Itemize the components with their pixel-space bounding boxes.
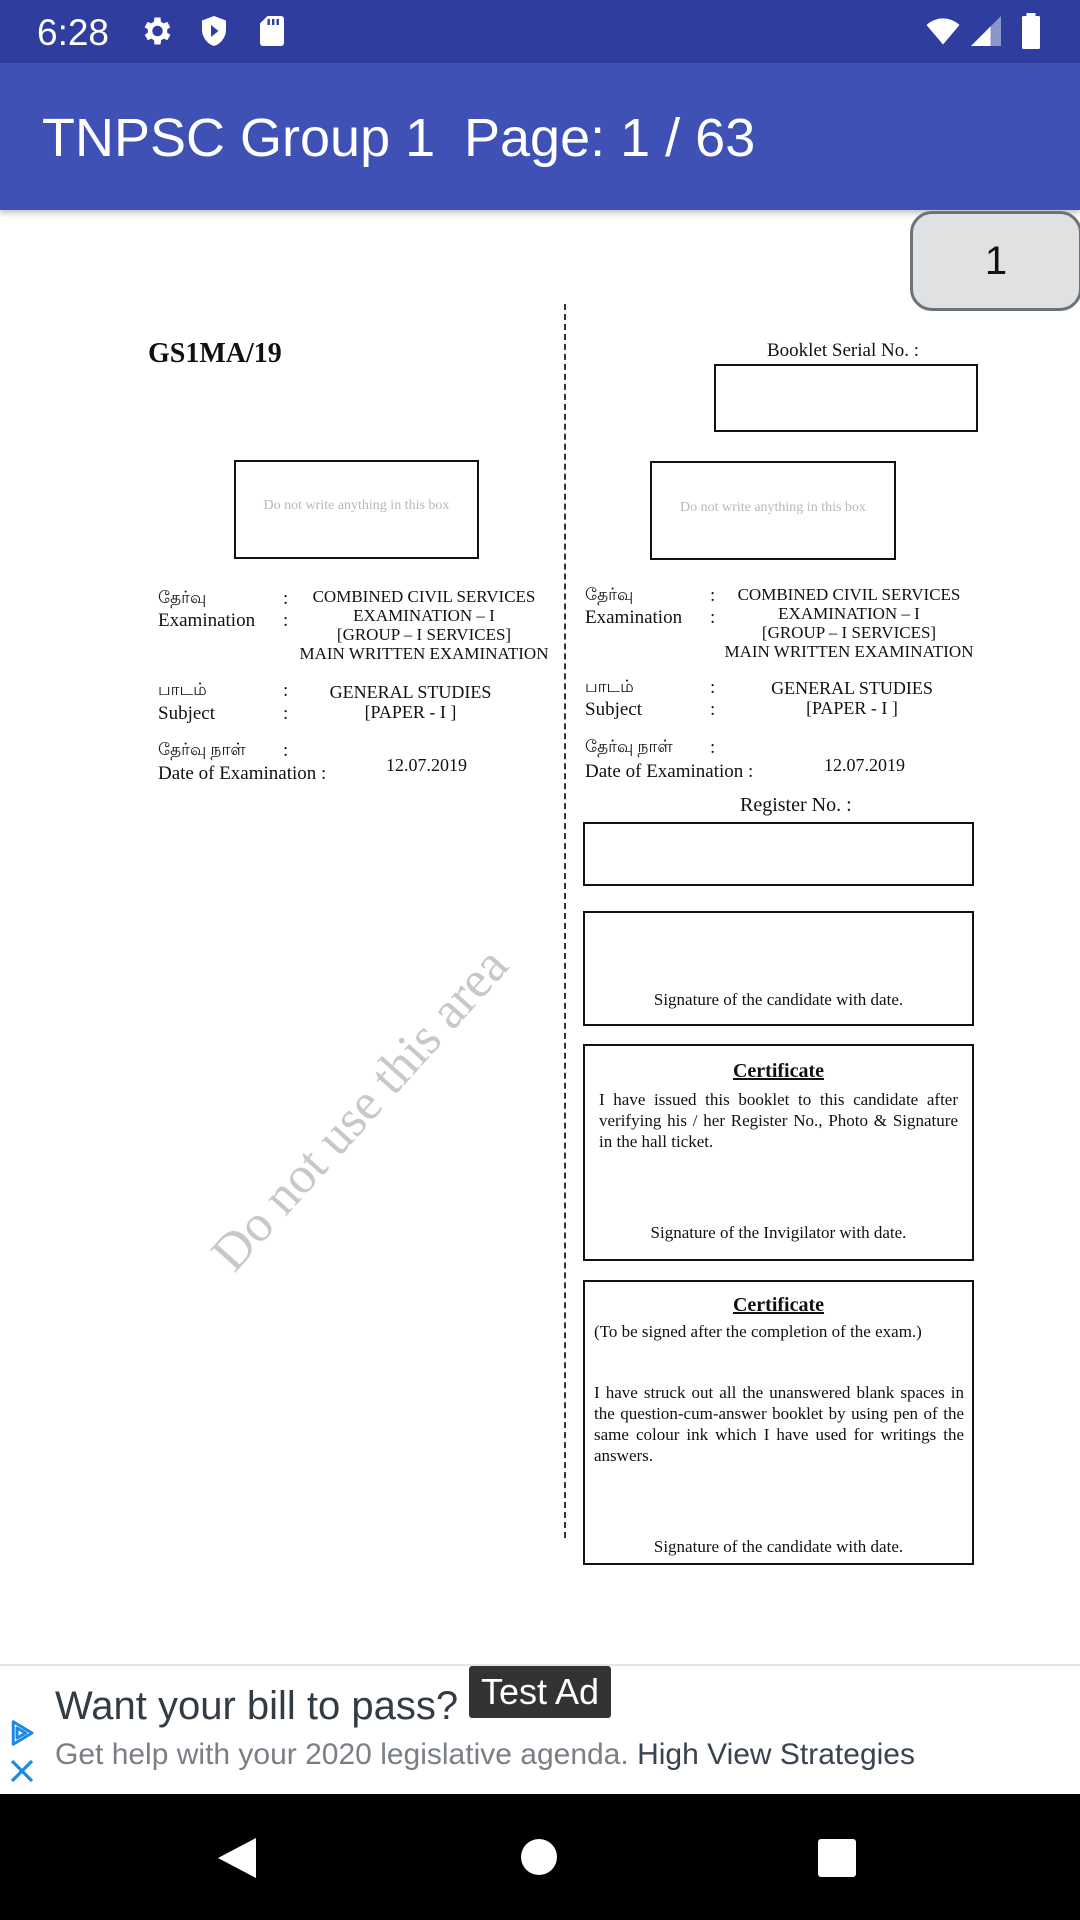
watermark: Do not use this area [200,936,520,1283]
status-bar [0,0,1080,63]
subject-value: GENERAL STUDIES [PAPER - I ] [329,682,492,722]
colon: : [710,585,716,606]
certificate-title: Certificate [732,1294,825,1316]
ad-brand: High View Strategies [637,1738,915,1771]
candidate-signature-box [583,911,974,1026]
subject-value: GENERAL STUDIES [PAPER - I ] [771,678,933,718]
sd-card-icon [254,13,290,49]
status-time: 6:28 [37,12,110,53]
invigilator-certificate [583,1044,974,1261]
exam-label-ta: தேர்வு [158,588,207,607]
exam-value: COMBINED CIVIL SERVICES EXAMINATION – I [GROUP – I SERVICES] MAIN WRITTEN EXAMINATION [724,585,974,661]
ad-choices-icon[interactable] [7,1718,37,1748]
date-value: 12.07.2019 [824,755,905,775]
certificate-note: (To be signed after the completion of the exam.) [594,1322,922,1341]
subject-label-ta: பாடம் [158,680,207,699]
booklet-serial-label: Booklet Serial No. : [767,340,919,361]
colon: : [283,610,289,631]
exam-label-en: Examination [585,607,683,628]
app-bar [0,63,1080,210]
ad-close-icon[interactable] [7,1756,37,1786]
test-ad-label: Test Ad [469,1666,611,1718]
page-indicator: Page: 1 / 63 [464,108,756,168]
exam-value: COMBINED CIVIL SERVICES EXAMINATION – I [GROUP – I SERVICES] MAIN WRITTEN EXAMINATION [299,587,549,663]
wifi-icon [922,13,964,49]
exam-label-en: Examination [158,610,256,631]
colon: : [710,737,716,758]
back-icon[interactable] [216,1836,258,1880]
exam-label-ta: தேர்வு [585,585,634,604]
candidate-signature-label: Signature of the candidate with date. [653,990,904,1009]
navigation-bar [0,1794,1080,1920]
subject-label-ta: பாடம் [585,677,634,696]
recents-icon[interactable] [817,1838,857,1878]
certificate-text: I have issued this booklet to this candidate after verifying his / her Register No., Photo & Signature in the hall ticket. [599,1090,958,1151]
colon: : [710,677,716,698]
page-number-badge[interactable]: 1 [910,211,1080,311]
date-label-en: Date of Examination : [158,763,327,784]
colon: : [283,680,289,701]
colon: : [710,699,716,720]
ad-headline[interactable]: Want your bill to pass? [55,1684,459,1728]
colon: : [283,740,289,761]
paper-code: GS1MA/19 [148,338,282,369]
register-box [583,822,974,886]
date-value: 12.07.2019 [386,755,467,775]
colon: : [283,703,289,724]
date-label-en: Date of Examination : [585,761,754,782]
shield-icon [196,13,232,49]
date-label-ta: தேர்வு நாள் [158,740,246,759]
no-write-box-left [234,460,479,559]
pdf-page[interactable] [0,210,1080,1665]
app-title: TNPSC Group 1 [42,108,436,168]
colon: : [710,607,716,628]
certificate-title: Certificate [732,1060,825,1082]
register-label: Register No. : [740,794,852,816]
invigilator-signature-label: Signature of the Invigilator with date. [650,1223,907,1242]
certificate-text: I have struck out all the unanswered blank spaces in the question-cum-answer booklet by using pen of the same colour ink which I have used for writings the answers. [594,1383,964,1465]
battery-icon [1016,13,1046,49]
colon: : [283,588,289,609]
tear-line [564,304,566,1538]
signal-icon [968,13,1004,49]
home-icon[interactable] [520,1838,558,1876]
candidate-signature-label: Signature of the candidate with date. [653,1537,904,1556]
ad-subtext[interactable]: Get help with your 2020 legislative agenda. High View Strategies [55,1738,915,1771]
ad-banner[interactable] [0,1664,1080,1796]
box-note: Do not write anything in this box [263,498,450,513]
subject-label-en: Subject [585,699,642,720]
completion-certificate [583,1280,974,1565]
subject-label-en: Subject [158,703,215,724]
booklet-serial-box [714,364,978,432]
date-label-ta: தேர்வு நாள் [585,737,673,756]
no-write-box-right: Do not write anything in this box [650,461,896,560]
settings-icon [138,13,174,49]
